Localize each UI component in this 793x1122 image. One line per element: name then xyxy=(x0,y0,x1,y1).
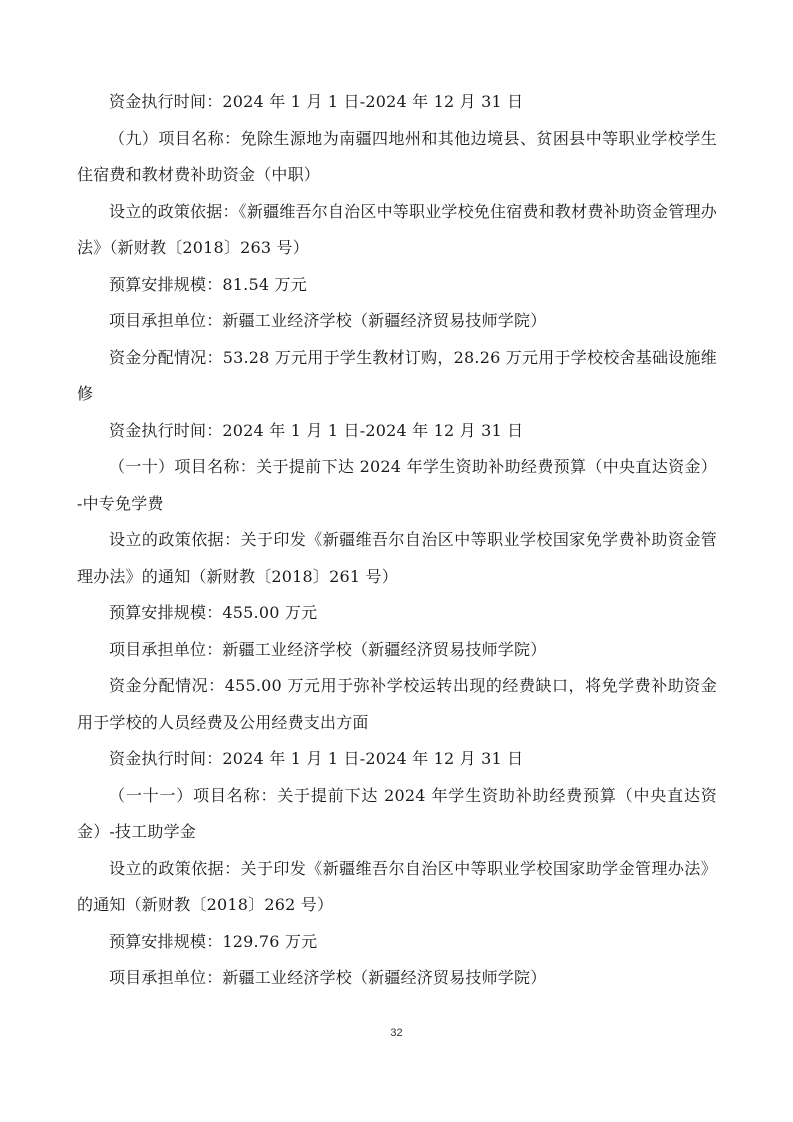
paragraph-project-10-name: （一十）项目名称：关于提前下达 2024 年学生资助补助经费预算（中央直达资金）-中专免学费 xyxy=(77,457,717,513)
paragraph-project-11-policy-basis: 设立的政策依据：关于印发《新疆维吾尔自治区中等职业学校国家助学金管理办法》的通知（新财教〔2018〕262 号） xyxy=(77,858,717,914)
paragraph-project-9-fund-allocation: 资金分配情况：53.28 万元用于学生教材订购，28.26 万元用于学校校舍基础设施维修 xyxy=(77,347,717,403)
paragraph-project-9-policy-basis: 设立的政策依据：《新疆维吾尔自治区中等职业学校免住宿费和教材费补助资金管理办法》（新财教〔2018〕263 号） xyxy=(77,201,717,257)
paragraph-project-9-execution-time: 资金执行时间：2024 年 1 月 1 日-2024 年 12 月 31 日 xyxy=(109,420,524,440)
paragraph-project-9-budget-scale: 预算安排规模：81.54 万元 xyxy=(109,274,307,294)
paragraph-project-11-name: （一十一）项目名称：关于提前下达 2024 年学生资助补助经费预算（中央直达资金）-技工助学金 xyxy=(77,785,717,841)
page-number: 32 xyxy=(390,1027,403,1039)
document-body xyxy=(77,84,717,997)
paragraph-fund-execution-time: 资金执行时间：2024 年 1 月 1 日-2024 年 12 月 31 日 xyxy=(109,92,524,111)
paragraph-project-11-budget-scale: 预算安排规模：129.76 万元 xyxy=(109,931,318,951)
paragraph-project-9-undertaking-unit: 项目承担单位：新疆工业经济学校（新疆经济贸易技师学院） xyxy=(109,311,547,330)
paragraph-project-10-budget-scale: 预算安排规模：455.00 万元 xyxy=(109,603,318,622)
paragraph-project-10-execution-time: 资金执行时间：2024 年 1 月 1 日-2024 年 12 月 31 日 xyxy=(109,749,524,768)
paragraph-project-10-policy-basis: 设立的政策依据：关于印发《新疆维吾尔自治区中等职业学校国家免学费补助资金管理办法》的通知（新财教〔2018〕261 号） xyxy=(77,530,717,586)
paragraph-project-11-undertaking-unit: 项目承担单位：新疆工业经济学校（新疆经济贸易技师学院） xyxy=(109,968,547,987)
paragraph-project-9-name: （九）项目名称：免除生源地为南疆四地州和其他边境县、贫困县中等职业学校学生住宿费和教材费补助资金（中职） xyxy=(77,128,717,184)
paragraph-project-10-undertaking-unit: 项目承担单位：新疆工业经济学校（新疆经济贸易技师学院） xyxy=(109,639,547,659)
paragraph-project-10-fund-allocation: 资金分配情况：455.00 万元用于弥补学校运转出现的经费缺口，将免学费补助资金用于学校的人员经费及公用经费支出方面 xyxy=(77,676,717,732)
